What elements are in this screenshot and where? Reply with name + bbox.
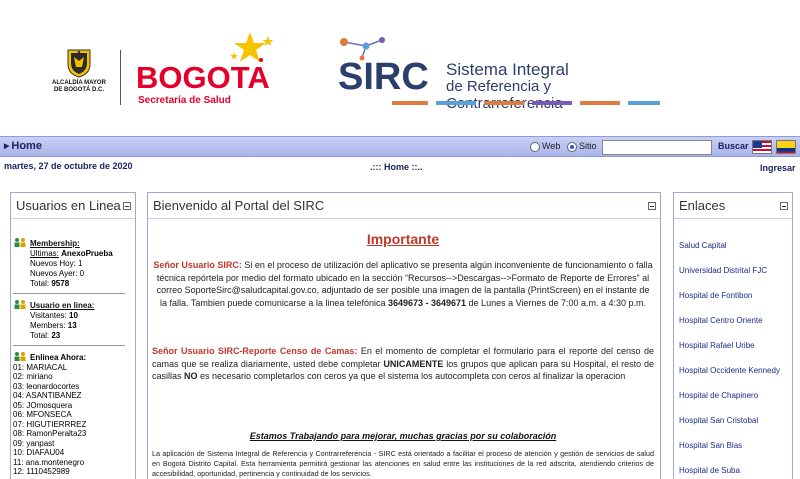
panel-title: Enlaces xyxy=(679,198,726,213)
membership-group xyxy=(13,237,113,289)
online-user-item[interactable]: 09: yanpast xyxy=(13,438,55,448)
visitantes-value: 10 xyxy=(69,311,78,320)
radio-web[interactable] xyxy=(530,142,540,152)
link-item[interactable]: Hospital Centro Oriente xyxy=(679,316,763,325)
header-banner xyxy=(0,0,800,134)
color-bar xyxy=(628,101,660,105)
visitantes-label: Visitantes: xyxy=(30,311,67,320)
estamos-trabajando: Estamos Trabajando para mejorar, muchas gracias por su colaboración xyxy=(249,431,557,441)
p2-unica: UNICAMENTE xyxy=(383,358,444,369)
radio-sitio-label: Sitio xyxy=(579,141,597,151)
panel-header xyxy=(674,193,792,219)
panel-title: Usuarios en Linea xyxy=(16,198,121,213)
online-user-item[interactable]: 07: HIGUTIERRREZ xyxy=(13,419,87,429)
online-user-item[interactable]: 12: 1110452989 xyxy=(13,467,70,476)
total-members-label: Total: xyxy=(30,279,50,288)
color-bar xyxy=(580,101,620,105)
us-flag-icon[interactable] xyxy=(752,140,772,154)
total-online-value: 23 xyxy=(51,331,61,340)
us-flag-graphic xyxy=(753,141,772,154)
nav-home-link[interactable] xyxy=(4,140,42,152)
enlinea-title: Enlinea Ahora: xyxy=(30,353,87,362)
members-value: 13 xyxy=(67,321,77,330)
search-input[interactable] xyxy=(602,140,712,155)
p1-tail: de Lunes a Viernes de 7:00 a.m. a 4:30 p.m. xyxy=(466,297,646,308)
online-user-item[interactable]: 08: RamonPeralta23 xyxy=(13,429,87,438)
p1-lead: Señor Usuario SIRC: xyxy=(153,260,242,270)
link-item[interactable]: Hospital Rafael Uribe xyxy=(679,341,755,350)
welcome-panel xyxy=(147,192,661,479)
importante-heading: Importante xyxy=(366,231,440,247)
members-label: Members: xyxy=(30,321,66,330)
ultimas-value[interactable]: AnexoPrueba xyxy=(61,249,113,258)
users-online-panel xyxy=(10,192,136,479)
sirc-title-line1: Sistema Integral xyxy=(446,60,569,79)
p2-text3: es necesario completarlos con ceros ya que el sistema los autocompleta con ceros al finalizar la operacion xyxy=(197,371,626,381)
arrow-right-icon: ▶ xyxy=(4,143,10,150)
aplicacion-paragraph: La aplicación de Sistema Integral de Referencia y Contrarreferencia - SIRC está orientado a facilitar el proceso de atención y gestión de servicios de salud en Bogotá Distrito Capital. Esta herramienta permitirá gestionar las atenciones en salud entre las instituciones de la red adscrita, atendiendo criterios de accesibilidad, oportunidad, pertinencia y continuidad de los servicios. xyxy=(152,449,654,478)
bogota-wordmark: BOGOTA xyxy=(136,60,270,95)
bogota-shield-icon xyxy=(66,48,92,78)
login-link[interactable]: Ingresar xyxy=(760,163,796,173)
nuevos-ayer: Nuevos Ayer: 0 xyxy=(30,269,85,278)
online-user-item[interactable]: 01: MARIACAL xyxy=(13,362,68,372)
p2-no: NO xyxy=(184,371,198,381)
panel-title: Bienvenido al Portal del SIRC xyxy=(153,198,325,213)
online-user-item[interactable]: 03: leonardocortes xyxy=(13,381,80,391)
sirc-title-line2: de Referencia y xyxy=(446,78,552,95)
panel-header xyxy=(148,193,660,219)
people-icon xyxy=(13,237,27,247)
link-item[interactable]: Salud Capital xyxy=(679,241,727,250)
colombia-flag-icon[interactable] xyxy=(776,140,796,154)
radio-sitio[interactable] xyxy=(567,142,577,152)
link-item[interactable]: Hospital San Cristobal xyxy=(679,416,759,425)
p2-text2: los grupos que aplican para su Hospital, el resto de casillas xyxy=(152,358,654,381)
people-icon xyxy=(13,299,27,309)
nuevos-hoy: Nuevos Hoy: 1 xyxy=(30,259,83,268)
online-user-item[interactable]: 06: MFONSECA xyxy=(13,410,72,419)
link-item[interactable]: Hospital Occidente Kennedy xyxy=(679,366,780,375)
color-bar xyxy=(392,101,428,105)
censo-paragraph xyxy=(152,345,654,383)
bogota-logo xyxy=(136,30,276,110)
link-item[interactable]: Hospital de Chapinero xyxy=(679,391,759,400)
minimize-icon[interactable] xyxy=(780,202,788,210)
colombia-flag-graphic xyxy=(777,141,796,154)
current-date: martes, 27 de octubre de 2020 xyxy=(4,161,133,171)
membership-title: Membership: xyxy=(30,239,80,248)
soporte-paragraph xyxy=(152,259,654,309)
radio-web-label: Web xyxy=(542,141,561,151)
p1-text: Si en el proceso de utilización del aplicativo se presenta algún inconveniente de funcionamiento o falla técnica repórtela por medio del formato ubicado en la sección “Recursos-->Descargas-->Formato de Reporte de Errores” al correo SoporteSirc@saludcapital.gov.co, adjuntado de ser posible una imagen de la pantalla (PrintScreen) en el instante de la falla. Tambien puede comunicarse a la linea telefónica xyxy=(156,260,653,308)
enlinea-group xyxy=(13,351,86,477)
online-group xyxy=(13,299,94,341)
ultimas-label: Ultimas: xyxy=(30,249,59,258)
online-user-item[interactable]: 04: ASANTIBANEZ xyxy=(13,391,82,400)
link-item[interactable]: Universidad Distrital FJC xyxy=(679,266,768,275)
minimize-icon[interactable] xyxy=(648,202,656,210)
color-bar xyxy=(484,101,524,105)
online-user-item[interactable]: 02: miriano xyxy=(13,372,53,381)
p2-text1: En el momento de completar el formulario para el reporte del censo de camas que se realiza diariamente, usted debe completar xyxy=(152,346,655,369)
sirc-wordmark: SIRC xyxy=(338,56,429,98)
color-bar xyxy=(532,101,572,105)
search-button[interactable]: Buscar xyxy=(718,141,749,151)
online-user-item[interactable]: 11: ana.montenegro xyxy=(13,457,85,467)
total-online-label: Total: xyxy=(30,331,50,340)
total-members-value: 9578 xyxy=(51,279,70,288)
link-item[interactable]: Hospital San Blas xyxy=(679,441,743,450)
link-item[interactable]: Hospital de Suba xyxy=(679,466,740,475)
divider xyxy=(13,345,125,346)
online-user-item[interactable]: 10: DIAFAU04 xyxy=(13,448,65,457)
online-user-item[interactable]: 05: JOmosquera xyxy=(13,400,73,410)
people-icon xyxy=(13,351,27,361)
date-bar xyxy=(0,158,800,176)
alcaldia-logo xyxy=(50,48,108,94)
breadcrumb[interactable]: .::: Home ::.. xyxy=(370,162,423,172)
p2-lead: Señor Usuario SIRC-Reporte Censo de Camas: xyxy=(152,346,358,356)
alcaldia-text: ALCALDÍA MAYOR DE BOGOTÁ D.C. xyxy=(52,80,106,93)
online-title: Usuario en linea: xyxy=(30,301,95,310)
panel-header xyxy=(11,193,135,219)
secretaria-salud-text: Secretaría de Salud xyxy=(138,95,231,106)
online-users-list xyxy=(13,363,86,477)
p1-phone: 3649673 - 3649671 xyxy=(387,297,467,308)
color-bar xyxy=(436,101,476,105)
minimize-icon[interactable] xyxy=(123,202,131,210)
links-panel xyxy=(673,192,793,479)
sirc-logo xyxy=(336,36,666,116)
link-item[interactable]: Hospital de Fontibon xyxy=(679,291,753,300)
nav-bar xyxy=(0,136,800,157)
logo-divider xyxy=(120,50,121,105)
nav-home-label: Home xyxy=(11,140,42,152)
divider xyxy=(13,293,125,294)
